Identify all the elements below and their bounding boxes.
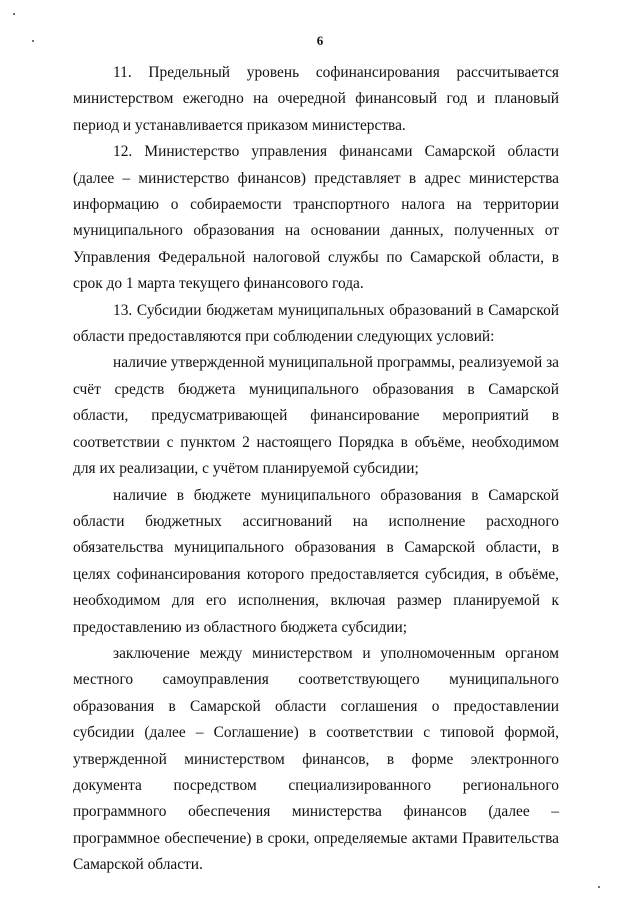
condition-budget-allocations: наличие в бюджете муниципального образования в Самарской области бюджетных ассигнований на исполнение расходного обязательства муниципального образования в Самарской области, в целях софинансирования которого предоставляется субсидия, в объёме, необходимом для его исполнения, включая размер планируемой к предоставлению из областного бюджета субсидии; [73,486,559,636]
scan-speck [598,886,600,888]
paragraph-11: 11. Предельный уровень софинансирования рассчитывается министерством ежегодно на очередной финансовый год и плановый период и устанавливается приказом министерства. [73,64,559,134]
document-body [73,60,559,879]
paragraph-13: 13. Субсидии бюджетам муниципальных образований в Самарской области предоставляются при соблюдении следующих условий: [73,301,559,346]
paragraph-12: 12. Министерство управления финансами Самарской области (далее – министерство финансов) представляет в адрес министерства информацию о собираемости транспортного налога на территории муниципального образования на основании данных, полученных от Управления Федеральной налоговой службы по Самарской области, в срок до 1 марта текущего финансового года. [73,143,559,293]
page-number: 6 [316,33,324,48]
condition-agreement: заключение между министерством и уполномоченным органом местного самоуправления соответствующего муниципального образования в Самарской области соглашения о предоставлении субсидии (далее – Соглашение) в соответствии с типовой формой, утвержденной министерством финансов, в форме электронного документа посредством специализированного регионального программного обеспечения министерства финансов (далее – программное обеспечение) в сроки, определяемые актами Правительства Самарской области. [73,644,559,874]
condition-municipal-program: наличие утвержденной муниципальной программы, реализуемой за счёт средств бюджета муниципального образования в Самарской области, предусматривающей финансирование мероприятий в соответствии с пунктом 2 настоящего Порядка в объёме, необходимом для их реализации, с учётом планируемой субсидии; [73,354,559,478]
scan-speck [13,13,15,15]
